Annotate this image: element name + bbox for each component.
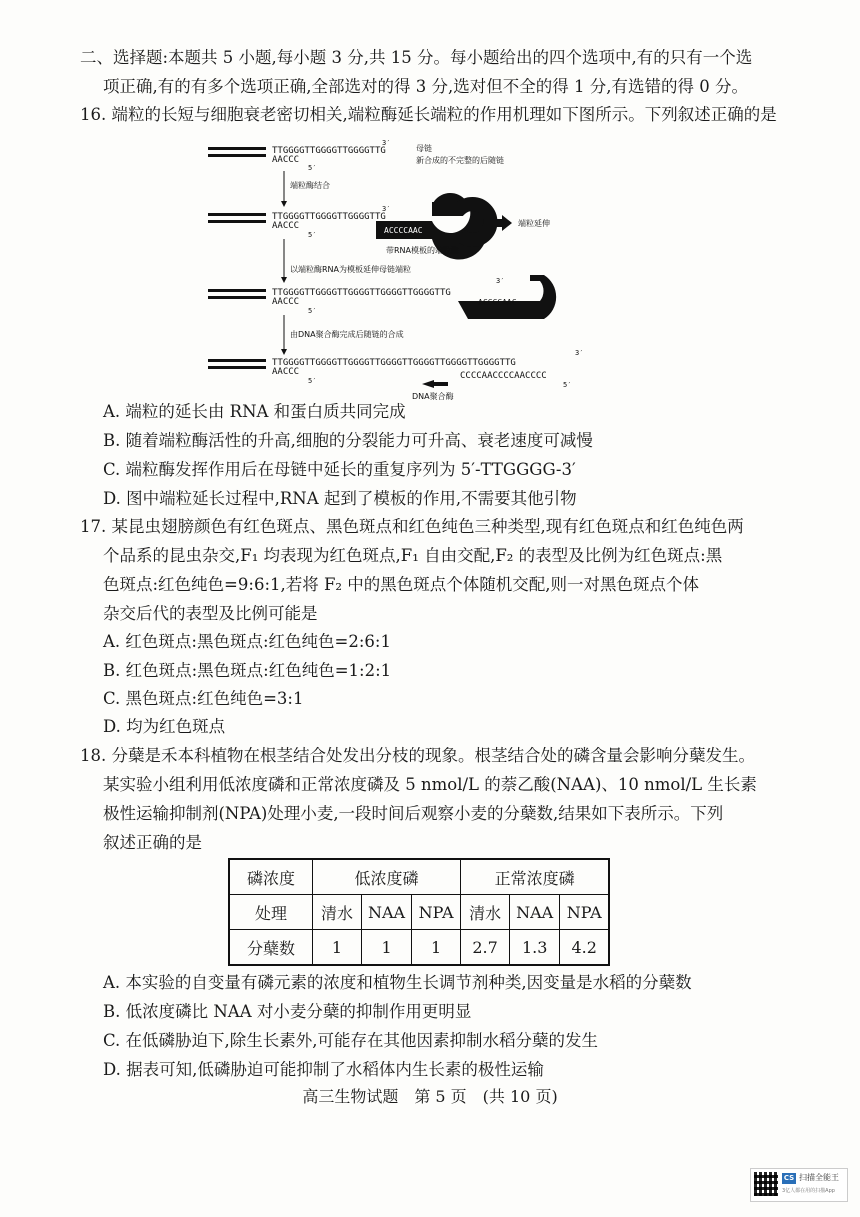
parent-seq: TTGGGGTTGGGGTTGGGGTTGGGGTTGGGGTTGGGGTTGGGGTTG bbox=[272, 358, 516, 368]
q18-option-d: D. 据表可知,低磷胁迫可能抑制了水稻体内生长素的极性运输 bbox=[103, 1060, 544, 1079]
q16-stem: 16. 端粒的长短与细胞衰老密切相关,端粒酶延长端粒的作用机理如下图所示。下列叙述正确的是 bbox=[80, 105, 777, 124]
telomerase-enzyme bbox=[458, 275, 556, 319]
page-footer: 高三生物试题 第 5 页 (共 10 页) bbox=[302, 1087, 558, 1106]
q17-option-b: B. 红色斑点:黑色斑点:红色纯色=1:2:1 bbox=[103, 661, 392, 680]
table-cell: 处理 bbox=[229, 895, 313, 930]
scanner-watermark bbox=[750, 1168, 848, 1202]
q18-stem-line: 叙述正确的是 bbox=[103, 833, 202, 852]
q16-option-a: A. 端粒的延长由 RNA 和蛋白质共同完成 bbox=[103, 402, 406, 421]
lagging-seq: AACCC bbox=[272, 367, 300, 377]
table-cell: NAA bbox=[510, 895, 560, 930]
svg-text:5′: 5′ bbox=[563, 381, 572, 389]
table-cell: NPA bbox=[560, 895, 610, 930]
qr-code-icon bbox=[754, 1172, 778, 1196]
dna-bar bbox=[208, 154, 266, 157]
q18-stem-line: 18. 分蘖是禾本科植物在根茎结合处发出分枝的现象。根茎结合处的磷含量会影响分蘖发生。 bbox=[80, 746, 755, 765]
table-cell: 1 bbox=[313, 930, 362, 966]
scanner-subtitle: 3亿人都在用的扫描App bbox=[782, 1188, 835, 1194]
step2-label: 以端粒酶RNA为模板延伸母链端粒 bbox=[290, 265, 412, 274]
extend-label: 端粒延伸 bbox=[518, 219, 550, 228]
svg-text:5′: 5′ bbox=[308, 307, 317, 315]
table-cell: 1 bbox=[412, 930, 461, 966]
q18-stem-line: 极性运输抑制剂(NPA)处理小麦,一段时间后观察小麦的分蘖数,结果如下表所示。下列 bbox=[103, 804, 724, 823]
table-row bbox=[229, 895, 609, 930]
new-lagging-seq: CCCCAACCCCAACCCC bbox=[460, 371, 547, 381]
camscanner-logo-icon: CS bbox=[783, 1174, 795, 1182]
parent-seq: TTGGGGTTGGGGTTGGGGTTG bbox=[272, 212, 386, 222]
table-cell: 1 bbox=[362, 930, 412, 966]
parent-seq: TTGGGGTTGGGGTTGGGGTTGGGGTTGGGGTTG bbox=[272, 288, 451, 298]
q17-stem-line: 杂交后代的表型及比例可能是 bbox=[103, 604, 318, 623]
svg-text:5′: 5′ bbox=[308, 377, 317, 385]
svg-text:3′: 3′ bbox=[382, 205, 391, 213]
table-cell: 清水 bbox=[313, 895, 362, 930]
rna-template: ACCCCAAC bbox=[478, 298, 517, 307]
telomerase-diagram bbox=[200, 133, 620, 403]
table-cell: 低浓度磷 bbox=[313, 859, 461, 895]
table-cell: 2.7 bbox=[461, 930, 510, 966]
table-row bbox=[229, 930, 609, 966]
table-cell: 分蘖数 bbox=[229, 930, 313, 966]
svg-text:3′: 3′ bbox=[496, 277, 505, 285]
table-cell: 清水 bbox=[461, 895, 510, 930]
q17-stem-line: 17. 某昆虫翅膀颜色有红色斑点、黑色斑点和红色纯色三种类型,现有红色斑点和红色纯色两 bbox=[80, 517, 744, 536]
q17-stem-line: 个品系的昆虫杂交,F₁ 均表现为红色斑点,F₁ 自由交配,F₂ 的表型及比例为红色斑点:黑 bbox=[103, 546, 723, 565]
table-row bbox=[229, 859, 609, 895]
step3-label: 由DNA聚合酶完成后随链的合成 bbox=[290, 330, 404, 339]
dna-bar bbox=[208, 147, 266, 150]
q18-stem-line: 某实验小组利用低浓度磷和正常浓度磷及 5 nmol/L 的萘乙酸(NAA)、10 nmol/L 生长素 bbox=[103, 775, 757, 794]
q17-option-a: A. 红色斑点:黑色斑点:红色纯色=2:6:1 bbox=[103, 632, 391, 651]
q18-option-a: A. 本实验的自变量有磷元素的浓度和植物生长调节剂种类,因变量是水稻的分蘖数 bbox=[103, 973, 692, 992]
rna-template: ACCCCAAC bbox=[384, 226, 423, 235]
parent-label: 母链 bbox=[416, 144, 432, 153]
q18-option-c: C. 在低磷胁迫下,除生长素外,可能存在其他因素抑制水稻分蘖的发生 bbox=[103, 1031, 599, 1050]
q18-option-b: B. 低浓度磷比 NAA 对小麦分蘖的抑制作用更明显 bbox=[103, 1002, 472, 1021]
polymerase-label: DNA聚合酶 bbox=[412, 392, 454, 401]
svg-text:3′: 3′ bbox=[575, 349, 584, 357]
section-header-line2: 项正确,有的有多个选项正确,全部选对的得 3 分,选对但不全的得 1 分,有选错的得 0 分。 bbox=[103, 77, 748, 96]
enzyme-label: 带RNA模板的端粒酶 bbox=[386, 246, 460, 255]
section-header-line1: 二、选择题:本题共 5 小题,每小题 3 分,共 15 分。每小题给出的四个选项中,有的只有一个选 bbox=[80, 48, 753, 67]
table-cell: 正常浓度磷 bbox=[461, 859, 610, 895]
lagging-seq: AACCC bbox=[272, 221, 300, 231]
q16-option-d: D. 图中端粒延长过程中,RNA 起到了模板的作用,不需要其他引物 bbox=[103, 489, 577, 508]
end-label: 3′ bbox=[382, 139, 391, 147]
table-cell: 4.2 bbox=[560, 930, 610, 966]
results-table bbox=[228, 858, 610, 966]
svg-text:5′: 5′ bbox=[308, 231, 317, 239]
end-label: 5′ bbox=[308, 164, 317, 172]
q16-option-c: C. 端粒酶发挥作用后在母链中延长的重复序列为 5′-TTGGGG-3′ bbox=[103, 460, 576, 479]
scanner-name: 扫描全能王 bbox=[799, 1173, 839, 1182]
lagging-label: 新合成的不完整的后随链 bbox=[416, 156, 504, 165]
table-cell: 1.3 bbox=[510, 930, 560, 966]
q17-option-d: D. 均为红色斑点 bbox=[103, 717, 226, 736]
table-cell: NAA bbox=[362, 895, 412, 930]
table-cell: 磷浓度 bbox=[229, 859, 313, 895]
step1-label: 端粒酶结合 bbox=[290, 181, 330, 190]
lagging-seq: AACCC bbox=[272, 155, 300, 165]
q17-stem-line: 色斑点:红色纯色=9:6:1,若将 F₂ 中的黑色斑点个体随机交配,则一对黑色斑点个体 bbox=[103, 575, 700, 594]
q17-option-c: C. 黑色斑点:红色纯色=3:1 bbox=[103, 689, 304, 708]
lagging-seq: AACCC bbox=[272, 297, 300, 307]
table-cell: NPA bbox=[412, 895, 461, 930]
parent-seq: TTGGGGTTGGGGTTGGGGTTG bbox=[272, 146, 386, 156]
q16-option-b: B. 随着端粒酶活性的升高,细胞的分裂能力可升高、衰老速度可减慢 bbox=[103, 431, 593, 450]
